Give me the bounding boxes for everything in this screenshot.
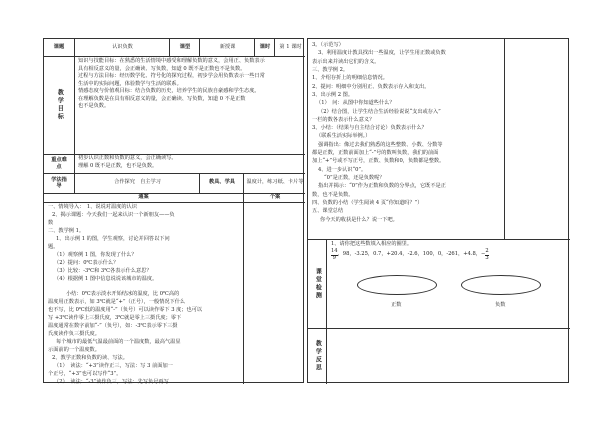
body-line: 你今天的收获是什么？说一下吧。: [320, 216, 398, 223]
body-line: 1、介绍存折上的明细信息情况。: [312, 75, 388, 82]
body-line: （联系生活实际举例。）: [316, 133, 371, 140]
body-line: 数，也不是负数。: [312, 191, 354, 198]
goal-line: 过程与方法目标：经历数学化、符号化的探究过程，初步学会用负数表示一些日常: [78, 73, 265, 80]
fraction-numerator: 14: [331, 248, 338, 254]
body-line: 氏度读作负三摄氏度。: [48, 331, 100, 338]
body-line: 3、小结：（结果与自主结合讨论）负数表示什么？: [312, 125, 427, 132]
hours-label: 课时: [254, 39, 275, 56]
body-line: 3、出示例 2 图。: [312, 91, 354, 98]
body-line: （4）根据例 1 图中信息说说该城市的温度。: [54, 275, 158, 282]
goal-line: 也不是负数。: [78, 103, 110, 110]
practice-area: [326, 239, 571, 328]
body-line: 题。: [48, 243, 59, 250]
goal-line: 生活中的实际问题，体验数学与生活的联系。: [78, 80, 182, 87]
body-line: 写 +3℃读作零上三摄氏度，3℃就是零上三摄氏度；零下: [48, 315, 182, 322]
body-line: 小结：0℃表示淡水开始结冰的温度，比 0℃高的: [66, 291, 180, 298]
body-line: 3、利用温度计教具找出一些温度，让学生用正数或负数: [318, 50, 446, 57]
body-line: 强调指出：像过去我们熟悉的这些整数、小数、分数等: [318, 141, 443, 148]
body-line: 二、教学例 1。: [48, 227, 85, 234]
body-line: 1、出示例 1 的图，学生观察，讨论并回答以下问: [56, 235, 170, 242]
key-line: 理解 0 既不是正数，也不是负数。: [78, 162, 158, 169]
body-line: 三、教学例 2。: [312, 66, 349, 73]
topic-label: 课题: [53, 43, 65, 50]
method-value: 合作探究 自主学习: [74, 173, 200, 193]
col-general: 通案: [138, 193, 149, 200]
body-line: （2）结合图，让学生结合生活经验说说“支出或存入”: [318, 108, 441, 115]
body-line: （1） 问：从图中你知道些什么？: [316, 100, 395, 107]
body-line: 数: [48, 219, 54, 226]
body-line: 四、负数的小结（学生阅读 4 页“你知道吗？”）: [312, 199, 423, 206]
practice-label: 课堂检测: [314, 267, 322, 300]
body-line: （1） 读法：“+3”读作正三，写法：写 3 前面加一: [54, 363, 173, 370]
goal-line: 具有相反意义的量，会正确读、写负数，知道 0 既不是正数也不是负数。: [78, 65, 246, 72]
negative-circle: [461, 275, 541, 295]
key-line: 初步认识正数和负数的意义，会正确读写。: [78, 155, 177, 161]
reflection-area: [326, 328, 571, 384]
goal-line: 在理解负数是在具有相反意义的量，会正确读、写负数，知道 0 不是正数: [78, 95, 246, 102]
personal-column: [243, 202, 306, 384]
type-value: 新授课: [199, 39, 255, 56]
practice-number-line: [331, 249, 489, 261]
body-line: 也不写，比 0℃低的温度用“-”（负号）可以读作零下 3 度；也可以: [48, 307, 203, 314]
body-line: 表示出来并读出它们的含义。: [312, 58, 380, 65]
positive-label: 正数: [391, 302, 402, 308]
body-line: （3）比较：-3℃和 3℃各表示什么意思？: [54, 267, 152, 274]
body-line: 加上“+”号或不写正号，正数、负数和0，负数都是整数。: [312, 158, 445, 165]
general-body: [44, 202, 243, 384]
fraction-sign: −: [481, 251, 486, 258]
body-line: 2、揭示课题：今天我们一起来认识一个新朋友——负: [52, 211, 175, 218]
right-general-body: [308, 39, 504, 239]
body-line: 3。（示范写）: [312, 42, 344, 48]
body-line: 指出并揭示：“0”作为正数和负数的分界点，它既不是正: [318, 183, 446, 190]
col-personal: 个案: [243, 193, 306, 202]
practice-numbers: ，98，-3.25，0.7，+20.4，-2.6，100，0，-261，+4.8，: [337, 251, 481, 258]
method-label: 学法指导: [51, 176, 67, 189]
hours-value: 第 1 课时: [274, 39, 306, 56]
negative-label: 负数: [495, 302, 506, 308]
type-label: 课型: [169, 39, 200, 56]
fraction-14-9: [331, 249, 338, 261]
reflection-label: 教学反思: [314, 340, 322, 372]
body-line: （1）观察例 1 图，你发现了什么？: [54, 251, 137, 258]
body-line: 每个城市的最低气温最前面的一个温度数，最高气温显: [56, 339, 181, 346]
body-line: 2、提问：明细中分别用正、负数表示存入和支出。: [312, 83, 430, 90]
body-line: 五、课堂总结: [312, 208, 344, 215]
fraction-denominator: 3: [485, 254, 489, 261]
body-line: 一栏的数各表示什么意义？: [312, 116, 375, 123]
body-line: 一、情境导入： 1、说说对温度的认识: [48, 204, 137, 210]
body-line: 2、教学正数和负数的读、写法。: [52, 355, 128, 362]
tools-value: 温度计，练习纸、卡片等: [243, 173, 306, 193]
practice-title: 1、请你把这些数填入相应的圈里。: [331, 241, 413, 247]
goal-line: 知识与技能目标：在熟悉的生活情境中感受和理解负数的意义，会用正、负数表示: [78, 58, 265, 64]
right-lesson-table: [307, 38, 569, 383]
body-line: 温度通常在数字前加“-”（负号），如：-3℃表示零下三摄: [48, 323, 178, 330]
body-line: （2）提问：0℃表示什么？: [54, 259, 119, 266]
goals-text: [74, 56, 305, 154]
fraction-2-3: [485, 249, 488, 261]
fraction-denominator: 9: [332, 254, 336, 261]
topic-value: 认识负数: [74, 39, 170, 56]
body-line: 个正号，“+3”也可以写作“3”。: [48, 371, 122, 378]
fraction-numerator: 2: [485, 248, 489, 254]
goal-line: 情感态度与价值观目标：结合负数的历史，培养学生的民族自豪感和学生态度。: [78, 88, 260, 95]
goals-label: 教学目标: [56, 89, 64, 121]
body-line: 温度用正数表示，如 3℃就是“+”（正号），一般情况下什么: [48, 299, 186, 306]
body-line: （2） 读法：“-3”读作负三，写法：先写负号再写: [54, 378, 169, 385]
tools-label: 教具、学具: [199, 173, 244, 193]
right-personal-column: [504, 39, 571, 239]
body-line: 都是正数，正数前面加上“-”号的数叫负数，我们的前面: [312, 150, 439, 157]
body-line: “0”是正数，还是负数呢？: [324, 175, 385, 181]
positive-circle: [357, 275, 437, 295]
left-lesson-table: [43, 38, 304, 383]
body-line: 4、进一步认识“0”。: [318, 166, 367, 173]
key-label: 重点难点: [51, 157, 67, 170]
body-line: 示面前的一个温度数。: [48, 347, 100, 354]
